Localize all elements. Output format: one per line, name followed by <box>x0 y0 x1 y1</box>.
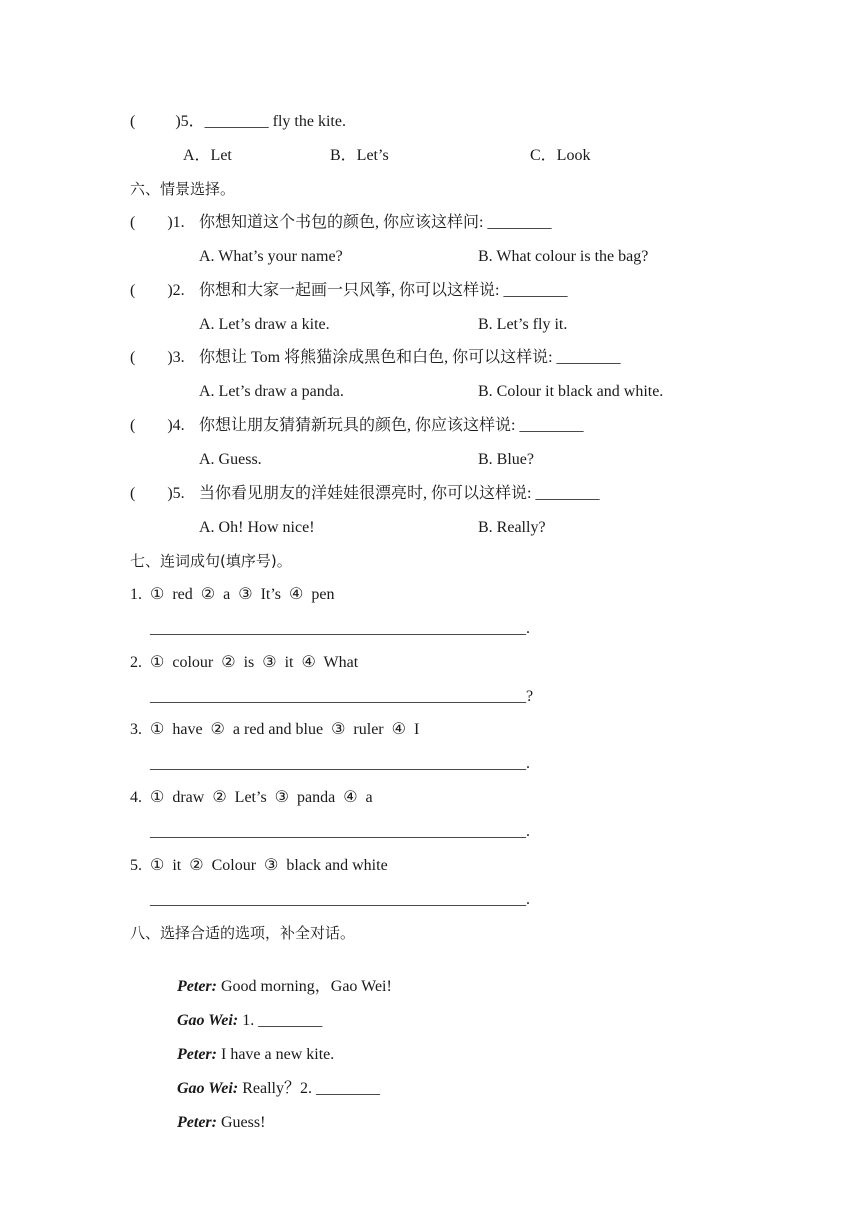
s6-q2-option-a: A. Let’s draw a kite. <box>199 316 330 333</box>
dialogue-speaker: Peter: <box>177 1046 217 1063</box>
dialogue-text: Really？2. ________ <box>238 1080 380 1097</box>
s7-item-3-answer-line: _______________________________________________. <box>150 755 530 772</box>
dialogue-speaker: Peter: <box>177 978 217 995</box>
s6-q4-option-a: A. Guess. <box>199 451 262 468</box>
s6-q5-text: 当你看见朋友的洋娃娃很漂亮时, 你可以这样说: ________ <box>199 485 600 502</box>
s6-q5-option-b: B. Really? <box>478 519 546 536</box>
s6-q2-option-b: B. Let’s fly it. <box>478 316 568 333</box>
section-8-title: 八、选择合适的选项，补全对话。 <box>130 924 356 942</box>
s7-item-1-answer-line: _______________________________________________. <box>150 620 530 637</box>
dialogue-text: Guess! <box>216 1114 266 1131</box>
q5-option-b: B．Let’s <box>330 147 389 164</box>
s6-q3-option-b: B. Colour it black and white. <box>478 383 664 400</box>
s6-q3-text: 你想让 Tom 将熊猫涂成黑色和白色, 你可以这样说: ________ <box>199 349 621 366</box>
s7-item-5-answer-line: _______________________________________________. <box>150 891 530 908</box>
s6-q4-paren: ( )4. <box>130 417 185 434</box>
s7-item-4-words: 4. ① draw ② Let’s ③ panda ④ a <box>130 789 373 806</box>
s6-q5-option-a: A. Oh! How nice! <box>199 519 315 536</box>
section-7-title: 七、连词成句(填序号)。 <box>130 552 292 570</box>
dialogue-speaker: Peter: <box>177 1114 217 1131</box>
dialogue-text: Good morning，Gao Wei! <box>216 978 392 995</box>
s7-item-4-answer-line: _______________________________________________. <box>150 823 530 840</box>
dialogue-text: I have a new kite. <box>216 1046 335 1063</box>
q5-option-a: A．Let <box>183 147 232 164</box>
s6-q1-text: 你想知道这个书包的颜色, 你应该这样问: ________ <box>199 214 552 231</box>
s6-q2-text: 你想和大家一起画一只风筝, 你可以这样说: ________ <box>199 282 568 299</box>
dialogue-speaker: Gao Wei: <box>177 1080 239 1097</box>
dialogue-text: 1. ________ <box>238 1012 323 1029</box>
question-5-fill: ( )5．________ fly the kite. <box>130 113 346 130</box>
dialogue-line-5 <box>161 1093 265 1153</box>
q5-option-c: C．Look <box>530 147 591 164</box>
s6-q1-paren: ( )1. <box>130 214 185 231</box>
dialogue-speaker: Gao Wei: <box>177 1012 239 1029</box>
s6-q1-option-b: B. What colour is the bag? <box>478 248 649 265</box>
s7-item-2-words: 2. ① colour ② is ③ it ④ What <box>130 654 359 671</box>
s6-q4-option-b: B. Blue? <box>478 451 534 468</box>
s6-q5-paren: ( )5. <box>130 485 185 502</box>
s7-item-5-words: 5. ① it ② Colour ③ black and white <box>130 857 388 874</box>
s6-q3-paren: ( )3. <box>130 349 185 366</box>
s6-q3-option-a: A. Let’s draw a panda. <box>199 383 344 400</box>
s7-item-1-words: 1. ① red ② a ③ It’s ④ pen <box>130 586 335 603</box>
s7-item-2-answer-line: _______________________________________________? <box>150 688 534 705</box>
section-6-title: 六、情景选择。 <box>130 180 236 198</box>
s6-q1-option-a: A. What’s your name? <box>199 248 343 265</box>
s6-q2-paren: ( )2. <box>130 282 185 299</box>
s6-q4-text: 你想让朋友猜猜新玩具的颜色, 你应该这样说: ________ <box>199 417 584 434</box>
s7-item-3-words: 3. ① have ② a red and blue ③ ruler ④ I <box>130 721 420 738</box>
